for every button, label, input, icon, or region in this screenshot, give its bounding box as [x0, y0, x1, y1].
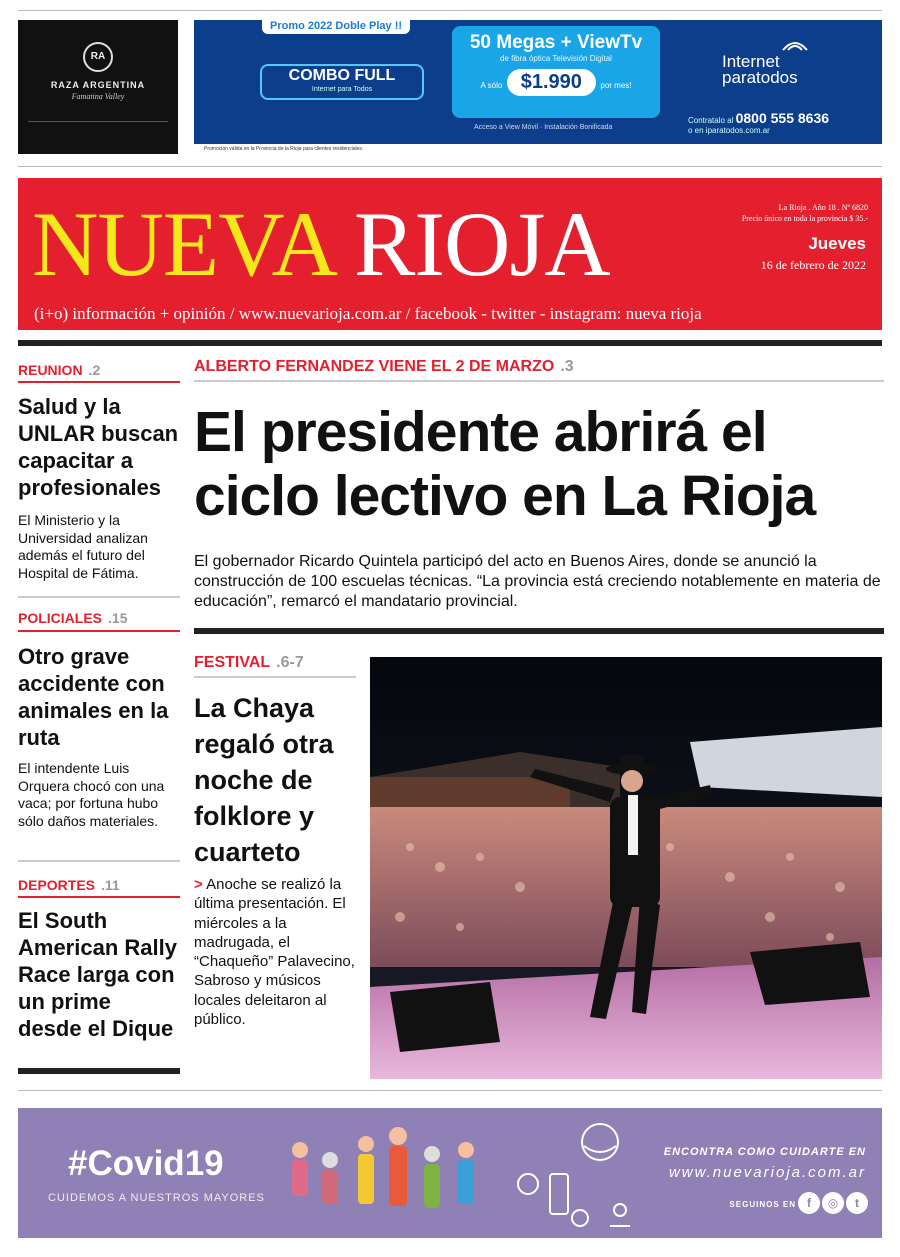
contact-label: Contratalo al — [688, 116, 734, 125]
family-illustration-icon — [280, 1114, 640, 1234]
covid-slogan: CUIDEMOS A NUESTROS MAYORES — [48, 1192, 265, 1204]
masthead-bottom-bar — [18, 340, 882, 346]
covid-find-text: ENCONTRA COMO CUIDARTE EN — [663, 1146, 866, 1158]
offer-prefix: A sólo — [480, 81, 503, 90]
section-page: .2 — [88, 362, 101, 378]
bottom-rule — [18, 1090, 882, 1091]
sidebar-headline[interactable]: Salud y la UNLAR buscan capacitar a profesionales — [18, 394, 179, 500]
section-rule — [18, 381, 180, 383]
kicker-label: ALBERTO FERNANDEZ VIENE EL 2 DE MARZO — [194, 358, 555, 375]
top-rule — [18, 10, 882, 11]
contact-web: o en iparatodos.com.ar — [688, 126, 770, 135]
internet-brand-1: Internet — [722, 52, 780, 71]
stage-photo-illustration — [370, 657, 882, 1079]
sidebar-body: El Ministerio y la Universidad analizan además el futuro del Hospital de Fátima. — [18, 512, 148, 581]
section-page: .11 — [101, 877, 120, 893]
festival-photo[interactable] — [370, 657, 882, 1079]
promo-title: Promo 2022 Doble Play !! — [262, 20, 410, 34]
section-page: .6-7 — [276, 654, 304, 671]
festival-text: Anoche se realizó la última presentación. El miércoles a la madrugada, el “Chaqueño” Palavecino, Sabroso y músicos locales deleitaron al público. — [194, 876, 355, 1029]
twitter-icon[interactable]: t — [846, 1192, 868, 1214]
lead-headline[interactable]: El presidente abrirá el ciclo lectivo en La Rioja — [194, 400, 816, 528]
promo-contact — [688, 110, 829, 135]
offer-suffix: por mes! — [600, 81, 632, 90]
lead-bottom-bar — [194, 628, 884, 634]
covid-ad[interactable] — [18, 1108, 882, 1238]
sidebar-bottom-bar — [18, 1068, 180, 1074]
covid-url[interactable]: www.nuevarioja.com.ar — [668, 1164, 866, 1181]
covid-hashtag: #Covid19 — [68, 1144, 224, 1183]
offer-price: $1.990 — [507, 69, 596, 96]
issue-price: Precio único en toda la provincia $ 35.- — [741, 214, 868, 223]
section-label: POLICIALES — [18, 610, 103, 626]
sidebar-headline[interactable]: Otro grave accidente con animales en la ruta — [18, 644, 169, 750]
contact-phone: 0800 555 8636 — [735, 110, 830, 126]
arrow-icon: > — [194, 876, 203, 893]
section-reunion[interactable] — [18, 362, 100, 378]
kicker-page: .3 — [560, 358, 574, 375]
section-policiales[interactable] — [18, 610, 127, 626]
section-festival[interactable] — [194, 654, 304, 672]
offer-line1: 50 Megas + ViewTv — [469, 32, 643, 53]
promo-extras: Acceso a View Móvil · Instalación Bonificada — [474, 124, 613, 131]
wifi-icon — [780, 38, 810, 52]
sidebar-divider — [18, 860, 180, 862]
instagram-icon[interactable]: ◎ — [822, 1192, 844, 1214]
festival-body — [194, 875, 359, 1029]
section-rule — [18, 896, 180, 898]
raza-argentina-ad[interactable] — [18, 20, 178, 154]
festival-headline[interactable]: La Chaya regaló otra noche de folklore y cuarteto — [194, 693, 334, 867]
sidebar-headline[interactable]: El South American Rally Race larga con un prime desde el Dique — [18, 908, 177, 1041]
sidebar-divider — [18, 596, 180, 598]
lead-kicker[interactable] — [194, 358, 574, 376]
combo-sub: Internet para Todos — [311, 86, 373, 93]
section-label: REUNION — [18, 362, 83, 378]
internet-brand-2: paratodos — [722, 68, 798, 87]
promo-legal: Promoción válida en la Provincia de la Rioja para clientes residenciales. — [194, 144, 882, 155]
lead-body: El gobernador Ricardo Quintela participó del acto en Buenos Aires, donde se anunció la construcción de 100 escuelas técnicas. “La provincia está creciendo notablemente en materia de educación”, remarcó el mandatario provincial. — [194, 553, 881, 610]
raza-logo: RA — [83, 42, 113, 72]
internet-brand — [722, 54, 798, 86]
kicker-rule — [194, 380, 884, 382]
issue-day: Jueves — [808, 234, 866, 253]
section-page: .15 — [108, 610, 128, 626]
internet-promo-ad[interactable] — [194, 20, 882, 155]
issue-meta — [742, 202, 868, 224]
combo-full-badge — [260, 64, 424, 100]
title-rioja: RIOJA — [354, 193, 610, 295]
masthead-title — [32, 193, 610, 295]
sidebar-body: El intendente Luis Orquera chocó con una vaca; por fortuna hubo sólo daños materiales. — [18, 760, 165, 829]
issue-number: La Rioja . Año 18 . Nº 6820 — [778, 203, 868, 212]
offer-line2: de fibra óptica Televisión Digital — [500, 54, 612, 63]
festival-rule — [194, 676, 356, 678]
raza-subtitle: Famatina Valley — [71, 92, 125, 101]
offer-box — [452, 26, 660, 118]
section-deportes[interactable] — [18, 877, 120, 893]
title-nueva: NUEVA — [32, 193, 333, 295]
facebook-icon[interactable]: f — [798, 1192, 820, 1214]
section-label: FESTIVAL — [194, 654, 271, 671]
ad-rule — [18, 166, 882, 167]
masthead-tagline[interactable]: (i+o) información + opinión / www.nuevarioja.com.ar / facebook - twitter - instagram: nueva rioja — [34, 304, 702, 323]
combo-label: COMBO FULL — [288, 67, 396, 84]
follow-label: SEGUINOS EN — [729, 1200, 796, 1209]
masthead — [18, 178, 882, 330]
raza-name: RAZA ARGENTINA — [50, 80, 146, 90]
raza-fine-print — [28, 121, 168, 144]
issue-date: 16 de febrero de 2022 — [760, 258, 866, 272]
section-label: DEPORTES — [18, 877, 96, 893]
section-rule — [18, 630, 180, 632]
